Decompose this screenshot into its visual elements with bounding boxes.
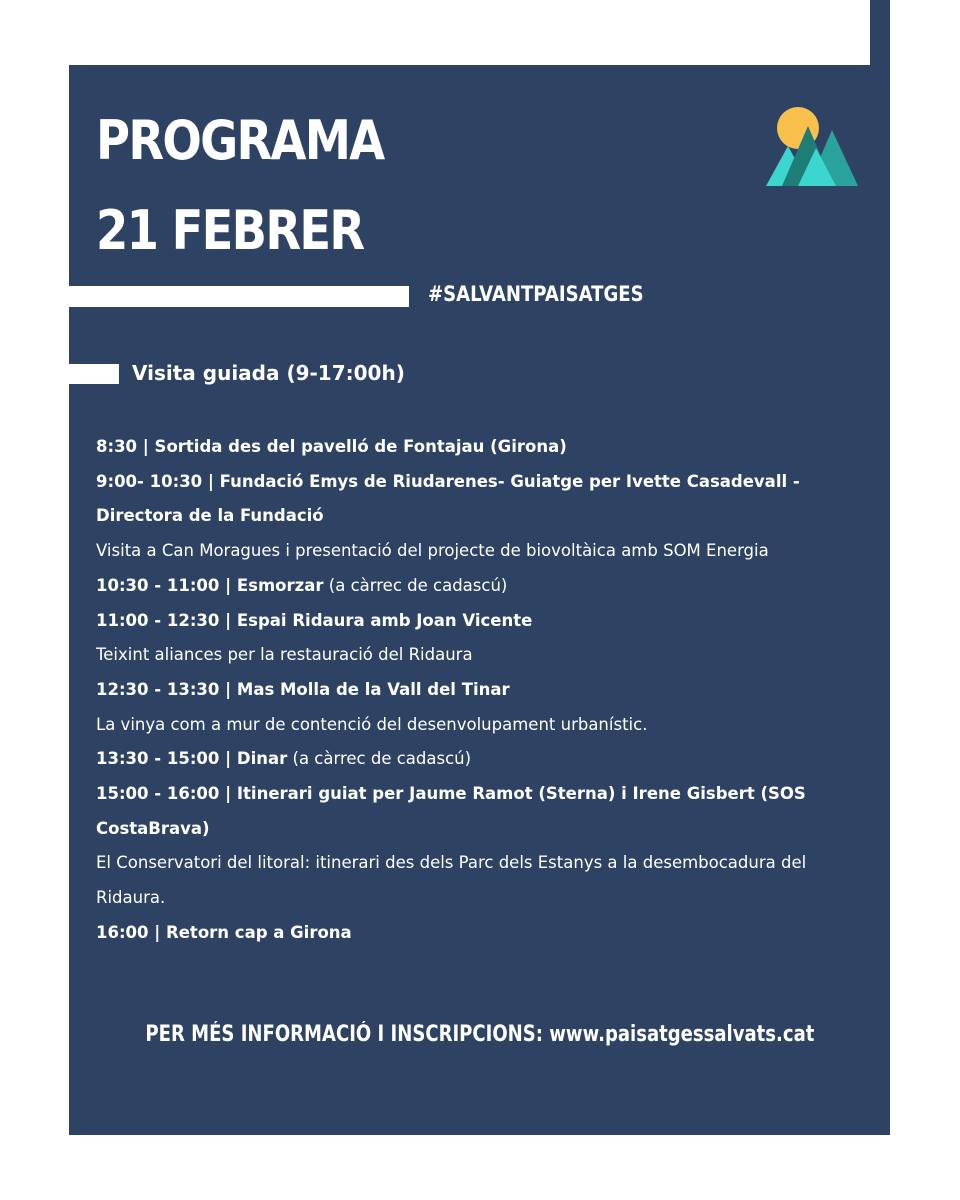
program-item: El Conservatori del litoral: itinerari des dels Parc dels Estanys a la desembocadura del Ridaura.	[96, 853, 807, 908]
program-item: 8:30 | Sortida des del pavelló de Fontajau (Girona)	[96, 437, 567, 456]
footer-info-text: PER MÉS INFORMACIÓ I INSCRIPCIONS: www.paisatgessalvats.cat	[145, 1022, 814, 1047]
mountain-sun-logo-icon	[764, 104, 860, 188]
title-line-programa: PROGRAMA	[96, 109, 384, 172]
section-title: Visita guiada (9-17:00h)	[132, 361, 405, 385]
program-item: 16:00 | Retorn cap a Girona	[96, 922, 352, 942]
program-item: La vinya com a mur de contenció del desenvolupament urbanístic.	[96, 714, 648, 734]
program-item: Visita a Can Moragues i presentació del projecte de biovoltàica amb SOM Energia	[96, 541, 769, 561]
program-item: 10:30 - 11:00 | Esmorzar (a càrrec de cadascú)	[96, 575, 508, 595]
program-item: 11:00 - 12:30 | Espai Ridaura amb Joan Vicente	[96, 610, 533, 630]
page-title	[96, 96, 383, 276]
program-list	[96, 430, 856, 951]
section-marker-bar	[69, 364, 119, 384]
program-item: 13:30 - 15:00 | Dinar (a càrrec de cadascú)	[96, 749, 472, 769]
hashtag-divider-bar	[69, 286, 409, 307]
program-item: 15:00 - 16:00 | Itinerari guiat per Jaume Ramot (Sterna) i Irene Gisbert (SOS CostaBrava)	[96, 784, 806, 838]
hashtag-label: #SALVANTPAISATGES	[428, 282, 644, 306]
program-item: 9:00- 10:30 | Fundació Emys de Riudarenes- Guiatge per Ivette Casadevall - Directora de la Fundació	[96, 471, 800, 526]
footer-info	[69, 1022, 890, 1047]
program-item: Teixint aliances per la restauració del Ridaura	[96, 645, 473, 665]
title-line-date: 21 FEBRER	[96, 199, 364, 262]
program-item: 12:30 - 13:30 | Mas Molla de la Vall del Tinar	[96, 679, 510, 699]
